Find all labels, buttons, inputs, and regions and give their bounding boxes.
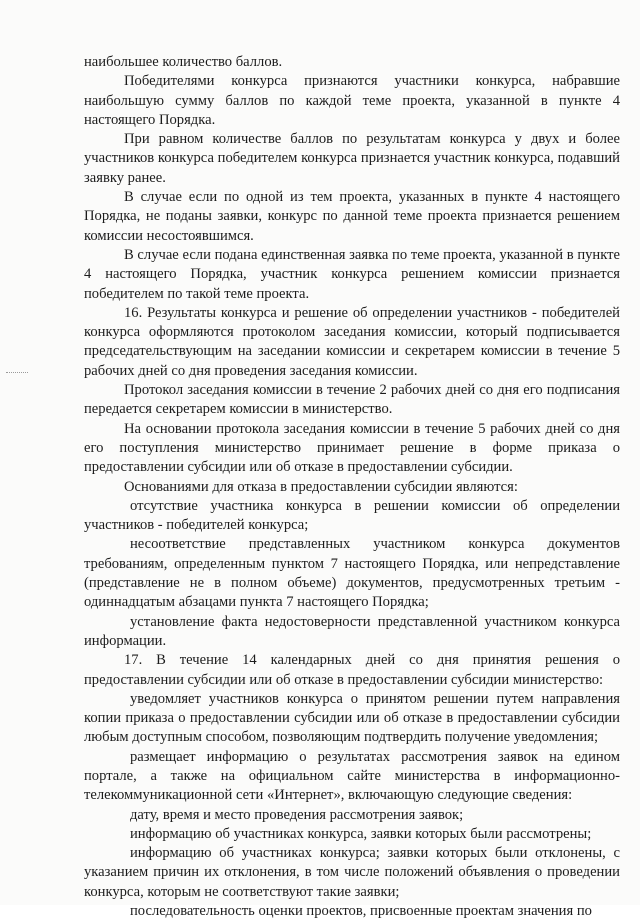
paragraph: При равном количестве баллов по результатам конкурса у двух и более участников конкурса победителем конкурса признается участник конкурса, подавший заявку ранее. (84, 131, 620, 186)
paragraph: информацию об участниках конкурса, заявки которых были рассмотрены; (130, 825, 592, 842)
paragraph: дату, время и место проведения рассмотрения заявок; (130, 806, 464, 823)
document-body (84, 53, 620, 921)
paragraph: последовательность оценки проектов, присвоенные проектам значения по (130, 903, 592, 920)
paragraph: несоответствие представленных участником конкурса документов требованиям, определенным пунктом 7 настоящего Порядка, или непредставление (представление не в полном объеме) документов, предусмотренных третьим - одиннадцатым абзацами пункта 7 настоящего Порядка; (84, 536, 620, 611)
paragraph: уведомляет участников конкурса о принятом решении путем направления копии приказа о предоставлении субсидии или об отказе в предоставлении субсидии любым доступным способом, позволяющим подтвердить получение уведомления; (84, 690, 620, 746)
paragraph: Протокол заседания комиссии в течение 2 рабочих дней со дня его подписания передается секретарем комиссии в министерство. (84, 382, 620, 418)
paragraph: В случае если по одной из тем проекта, указанных в пункте 4 настоящего Порядка, не поданы заявки, конкурс по данной теме проекта признается решением комиссии несостоявшимся. (84, 189, 620, 244)
paragraph: отсутствие участника конкурса в решении комиссии об определении участников - победителей конкурса; (84, 497, 620, 534)
paragraph: размещает информацию о результатах рассмотрения заявок на едином портале, а также на официальном сайте министерства в информационно-телекоммуникационной сети «Интернет», включающую следующие сведения: (84, 748, 620, 804)
paragraph: На основании протокола заседания комиссии в течение 5 рабочих дней со дня его поступления министерство принимает решение в форме приказа о предоставлении субсидии или об отказе в предоставлении субсидии. (84, 420, 620, 476)
paragraph: Основаниями для отказа в предоставлении субсидии являются: (124, 478, 518, 495)
paragraph: наибольшее количество баллов. (84, 54, 283, 70)
paragraph: 17. В течение 14 календарных дней со дня принятия решения о предоставлении субсидии или об отказе в предоставлении субсидии министерство: (84, 652, 620, 688)
paragraph: установление факта недостоверности представленной участником конкурса информации. (84, 613, 620, 649)
margin-dots (6, 372, 28, 375)
paragraph: информацию об участниках конкурса; заявки которых были отклонены, с указанием причин их отклонения, в том числе положений объявления о проведении конкурса, которым не соответствуют такие заявки; (84, 845, 620, 900)
paragraph: В случае если подана единственная заявка по теме проекта, указанной в пункте 4 настоящего Порядка, участник конкурса решением комиссии признается победителем по такой теме проекта. (84, 246, 620, 302)
paragraph: 16. Результаты конкурса и решение об определении участников - победителей конкурса оформляются протоколом заседания комиссии, который подписывается председательствующим на заседании комиссии и секретарем комиссии в течение 5 рабочих дней со дня проведения заседания комиссии. (84, 304, 620, 379)
paragraph: Победителями конкурса признаются участники конкурса, набравшие наибольшую сумму баллов по каждой теме проекта, указанной в пункте 4 настоящего Порядка. (84, 73, 620, 128)
